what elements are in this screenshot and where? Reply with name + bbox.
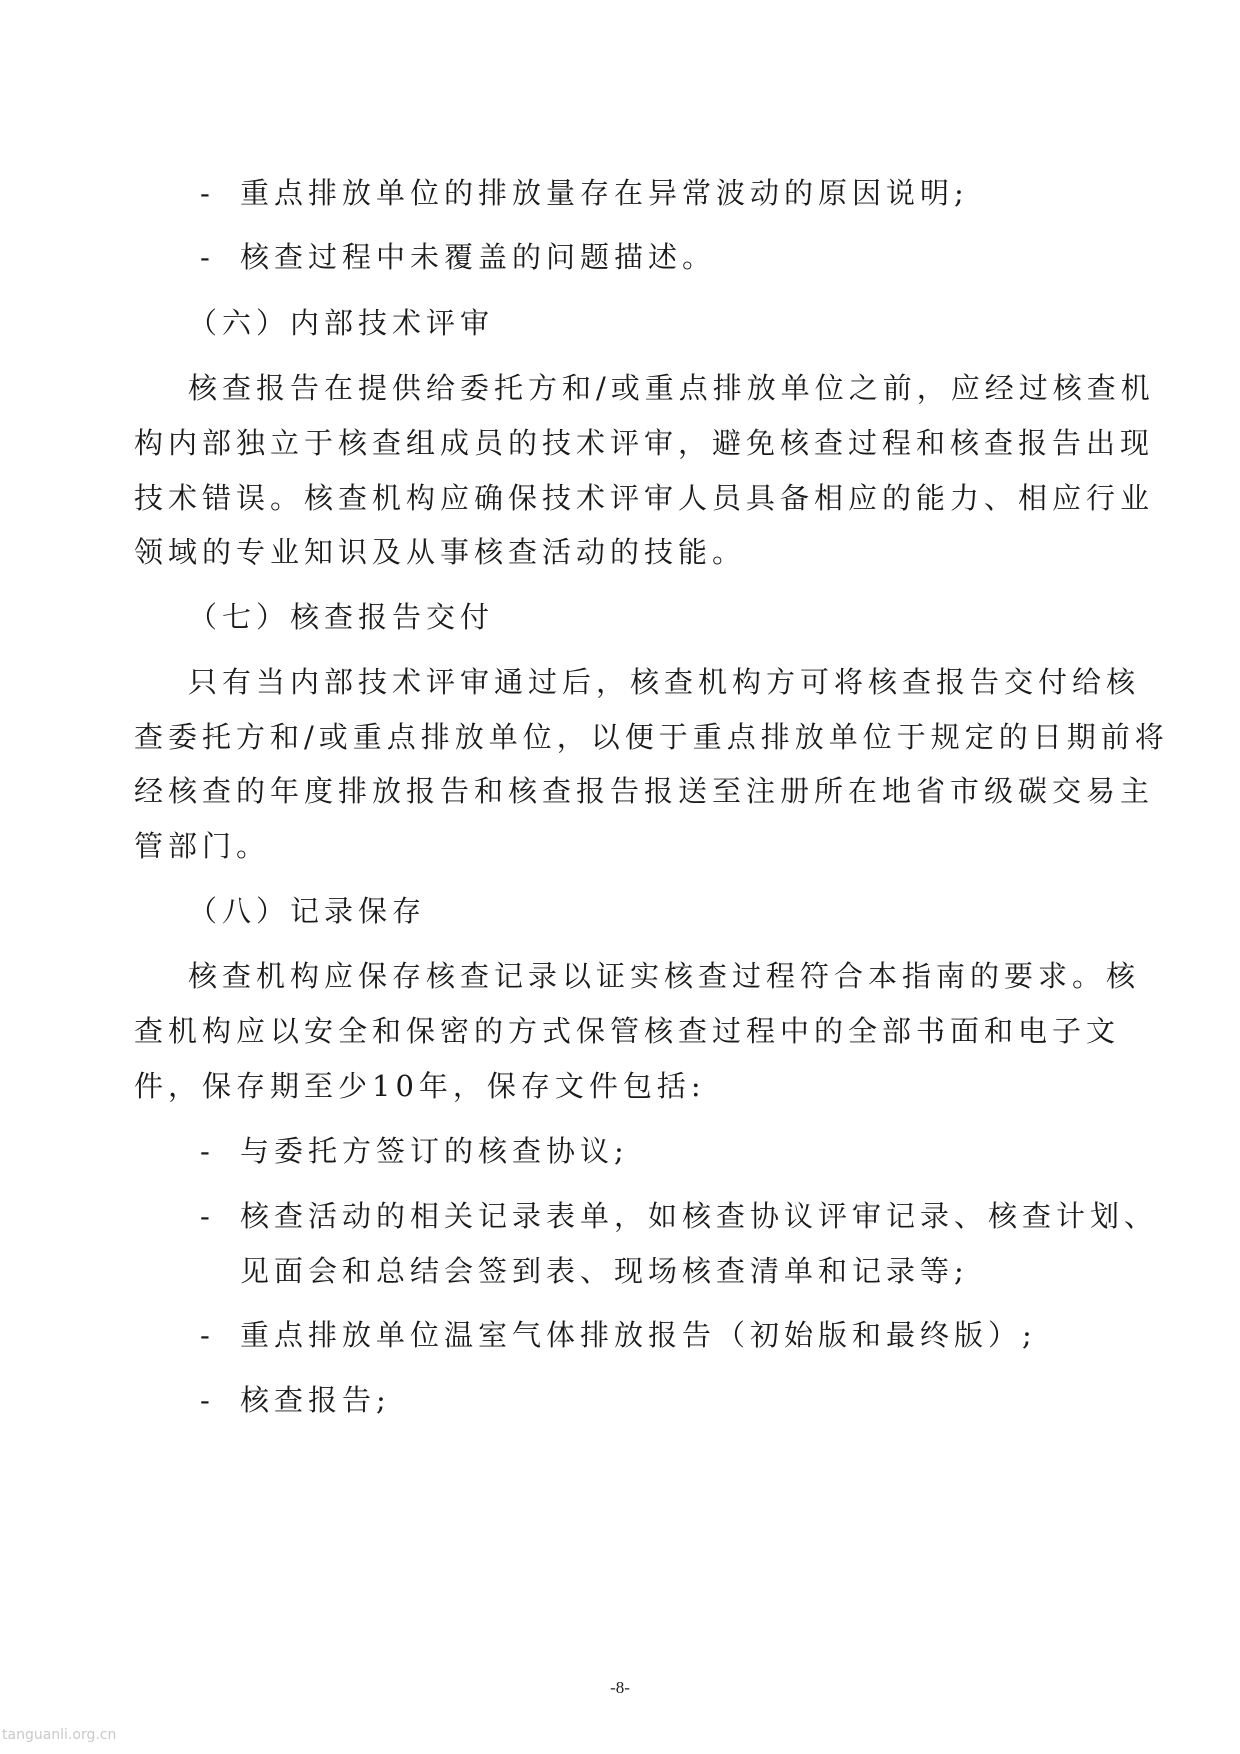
paragraph-line: 技术错误。核查机构应确保技术评审人员具备相应的能力、相应行业 bbox=[134, 481, 1155, 515]
bullet-item-records: 核查活动的相关记录表单，如核查协议评审记录、核查计划、 bbox=[240, 1199, 1159, 1233]
bullet-dash: - bbox=[200, 1383, 210, 1417]
bullet-dash: - bbox=[200, 1199, 210, 1233]
section-heading-internal-review: （六）内部技术评审 bbox=[188, 306, 495, 340]
watermark: tanguanli.org.cn bbox=[2, 1727, 117, 1743]
bullet-item-agreement: 与委托方签订的核查协议; bbox=[240, 1134, 629, 1168]
paragraph-line: 经核查的年度排放报告和核查报告报送至注册所在地省市级碳交易主 bbox=[134, 774, 1155, 808]
bullet-dash: - bbox=[200, 240, 210, 274]
paragraph-line: 领域的专业知识及从事核查活动的技能。 bbox=[134, 535, 747, 569]
bullet-item-verification-report: 核查报告; bbox=[240, 1383, 391, 1417]
page-number: -8- bbox=[610, 1678, 630, 1697]
bullet-dash: - bbox=[200, 176, 210, 210]
paragraph-line: 核查机构应保存核查记录以证实核查过程符合本指南的要求。核 bbox=[188, 959, 1141, 993]
paragraph-line: 查委托方和/或重点排放单位，以便于重点排放单位于规定的日期前将 bbox=[134, 720, 1169, 754]
paragraph-line: 件，保存期至少10年，保存文件包括: bbox=[134, 1069, 706, 1103]
bullet-item-records-continued: 见面会和总结会签到表、现场核查清单和记录等; bbox=[240, 1254, 969, 1288]
paragraph-line: 查机构应以安全和保密的方式保管核查过程中的全部书面和电子文 bbox=[134, 1014, 1121, 1048]
section-heading-report-delivery: （七）核查报告交付 bbox=[188, 600, 495, 634]
paragraph-line: 构内部独立于核查组成员的技术评审，避免核查过程和核查报告出现 bbox=[134, 426, 1155, 460]
bullet-item-anomaly-explanation: 重点排放单位的排放量存在异常波动的原因说明; bbox=[240, 176, 969, 210]
section-heading-record-keeping: （八）记录保存 bbox=[188, 894, 427, 928]
bullet-dash: - bbox=[200, 1318, 210, 1352]
bullet-item-uncovered-issues: 核查过程中未覆盖的问题描述。 bbox=[240, 240, 717, 274]
paragraph-line: 管部门。 bbox=[134, 829, 271, 863]
paragraph-line: 核查报告在提供给委托方和/或重点排放单位之前，应经过核查机 bbox=[188, 371, 1155, 405]
paragraph-line: 只有当内部技术评审通过后，核查机构方可将核查报告交付给核 bbox=[188, 665, 1141, 699]
bullet-item-emission-report: 重点排放单位温室气体排放报告（初始版和最终版）; bbox=[240, 1318, 1037, 1352]
bullet-dash: - bbox=[200, 1134, 210, 1168]
